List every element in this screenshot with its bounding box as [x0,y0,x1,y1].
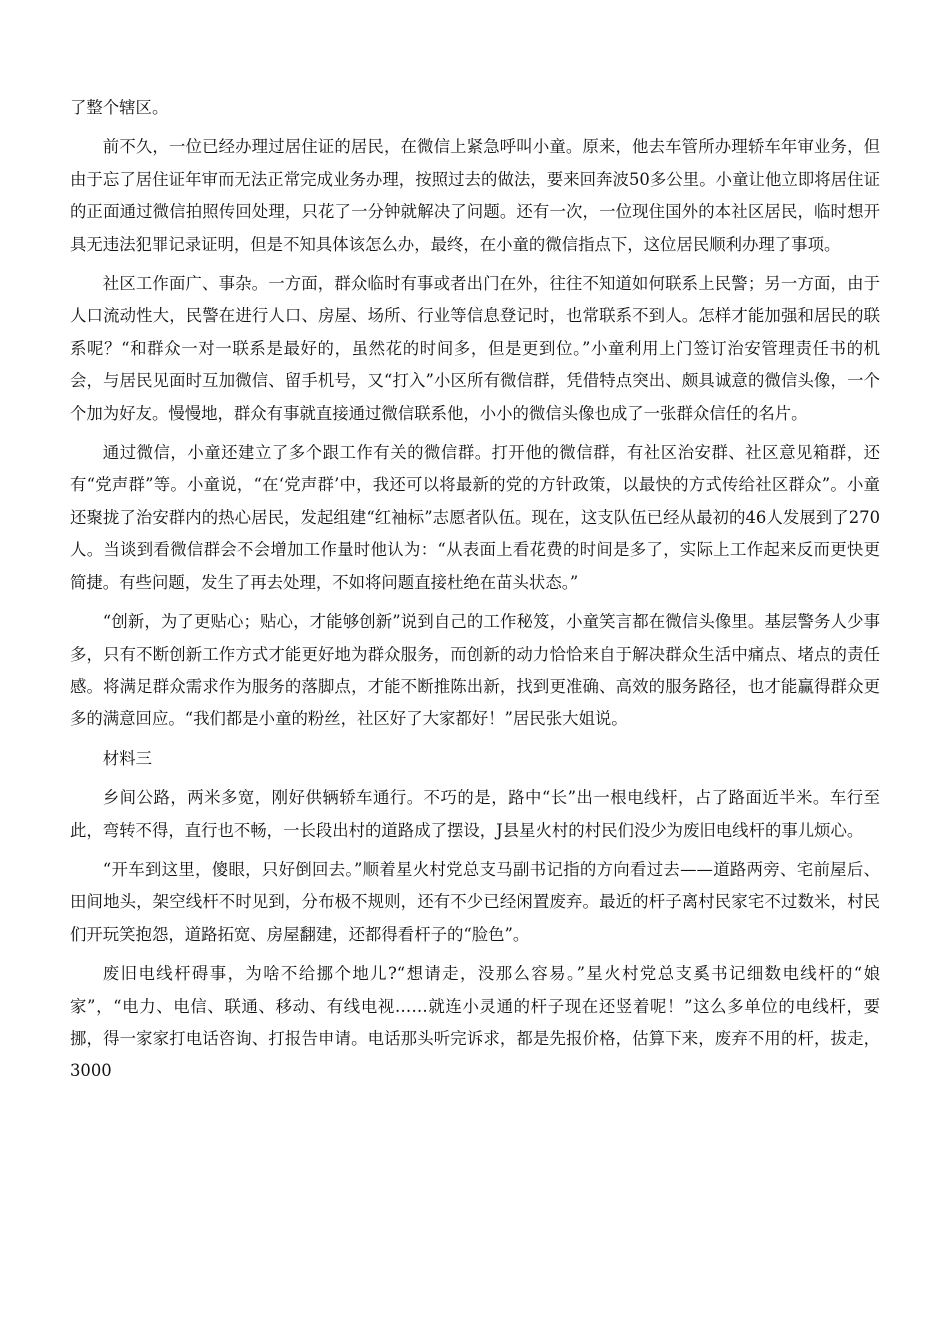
paragraph-country-road: 乡间公路，两米多宽，刚好供辆轿车通行。不巧的是，路中“长”出一根电线杆，占了路面近半米。车行至此，弯转不得，直行也不畅，一长段出村的道路成了摆设，J县星火村的村民们没少为废旧电线杆的事儿烦心。 [70,788,880,840]
section-heading-material-three: 材料三 [102,748,152,768]
paragraph-driving-here: “开车到这里，傻眼，只好倒回去。”顺着星火村党总支马副书记指的方向看过去——道路两旁、宅前屋后、田间地头，架空线杆不时见到，分布极不规则，还有不少已经闲置废弃。最近的杆子离村民家宅不过数米，村民们开玩笑抱怨，道路拓宽、房屋翻建，还都得看杆子的“脸色”。 [70,859,880,944]
paragraph-old-poles: 废旧电线杆碍事，为啥不给挪个地儿?“想请走，没那么容易。”星火村党总支奚书记细数电线杆的“娘家”，“电力、电信、联通、移动、有线电视……就连小灵通的杆子现在还竖着呢！”这么多单位的电线杆，要挪，得一家家打电话咨询、打报告申请。电话那头听完诉求，都是先报价格，估算下来，废弃不用的杆，拔走，3000 [70,964,880,1081]
paragraph-residence-permit: 前不久，一位已经办理过居住证的居民，在微信上紧急呼叫小童。原来，他去车管所办理轿车年审业务，但由于忘了居住证年审而无法正常完成业务办理，按照过去的做法，要来回奔波50多公里。小童让他立即将居住证的正面通过微信拍照传回处理，只花了一分钟就解决了问题。还有一次，一位现住国外的本社区居民，临时想开具无违法犯罪记录证明，但是不知具体该怎么办，最终，在小童的微信指点下，这位居民顺利办理了事项。 [70,137,880,254]
paragraph-innovation: “创新，为了更贴心；贴心，才能够创新”说到自己的工作秘笈，小童笑言都在微信头像里。基层警务人少事多，只有不断创新工作方式才能更好地为群众服务，而创新的动力恰恰来自于解决群众生活中痛点、堵点的责任感。将满足群众需求作为服务的落脚点，才能不断推陈出新，找到更准确、高效的服务路径，也才能赢得群众更多的满意回应。“我们都是小童的粉丝，社区好了大家都好！”居民张大姐说。 [70,612,880,729]
paragraph-community-work: 社区工作面广、事杂。一方面，群众临时有事或者出门在外，往往不知道如何联系上民警；另一方面，由于人口流动性大，民警在进行人口、房屋、场所、行业等信息登记时，也常联系不到人。怎样才能加强和居民的联系呢？“和群众一对一联系是最好的，虽然花的时间多，但是更到位。”小童利用上门签订治安管理责任书的机会，与居民见面时互加微信、留手机号，又“打入”小区所有微信群，凭借特点突出、颇具诚意的微信头像，一个个加为好友。慢慢地，群众有事就直接通过微信联系他，小小的微信头像也成了一张群众信任的名片。 [70,274,880,423]
paragraph-wechat-groups: 通过微信，小童还建立了多个跟工作有关的微信群。打开他的微信群，有社区治安群、社区意见箱群，还有“党声群”等。小童说，“在‘党声群’中，我还可以将最新的党的方针政策，以最快的方式传给社区群众”。小童还聚拢了治安群内的热心居民，发起组建“红袖标”志愿者队伍。现在，这支队伍已经从最初的46人发展到了270人。当谈到看微信群会不会增加工作量时他认为：“从表面上看花费的时间是多了，实际上工作起来反而更快更简捷。有些问题，发生了再去处理，不如将问题直接杜绝在苗头状态。” [70,443,880,592]
document-page [70,92,880,1095]
paragraph-continuation: 了整个辖区。 [70,98,169,117]
